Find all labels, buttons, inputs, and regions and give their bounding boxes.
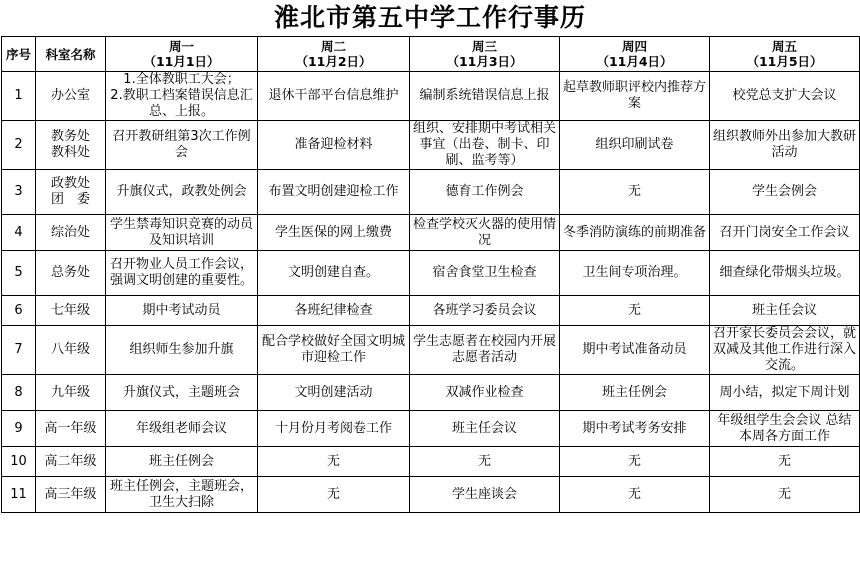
task-text: 召开家长委员会会议，就双减及其他工作进行深入交流。 bbox=[712, 326, 856, 373]
table-row bbox=[2, 215, 860, 251]
task-cell bbox=[106, 411, 258, 447]
task-cell bbox=[410, 375, 560, 411]
task-cell bbox=[560, 326, 710, 375]
task-cell bbox=[710, 72, 860, 121]
task-text: 无 bbox=[627, 453, 641, 469]
task-text: 卫生间专项治理。 bbox=[582, 265, 687, 280]
task-cell bbox=[106, 326, 258, 375]
task-cell bbox=[106, 170, 258, 215]
task-text: 班主任例会 bbox=[148, 453, 214, 469]
task-text: 期中考试动员 bbox=[142, 302, 221, 318]
task-cell bbox=[560, 251, 710, 296]
header-day-mon: 周一 （11月1日） bbox=[106, 37, 258, 72]
table-row bbox=[2, 411, 860, 447]
dept-name-line: 高一年级 bbox=[44, 420, 97, 436]
row-index: 6 bbox=[2, 296, 36, 326]
dept-name-line: 教务处 bbox=[50, 129, 90, 144]
page-title: 淮北市第五中学工作行事历 bbox=[273, 3, 586, 32]
task-text: 无 bbox=[477, 453, 491, 469]
task-cell bbox=[710, 411, 860, 447]
header-dept: 科室名称 bbox=[36, 37, 106, 72]
task-cell bbox=[710, 251, 860, 296]
table-row bbox=[2, 251, 860, 296]
task-cell bbox=[710, 447, 860, 477]
task-text: 班主任例会 bbox=[601, 384, 667, 400]
table-row bbox=[2, 375, 860, 411]
dept-name-line: 办公室 bbox=[50, 88, 90, 103]
task-text: 编制系统错误信息上报 bbox=[419, 88, 550, 103]
task-cell bbox=[258, 72, 410, 121]
task-text: 组织、安排期中考试相关事宜（出卷、制卡、印刷、监考等） bbox=[412, 121, 556, 168]
task-text: 学生志愿者在校园内开展志愿者活动 bbox=[412, 334, 556, 365]
dept-name-line: 政教处 bbox=[50, 176, 90, 191]
dept-name bbox=[36, 411, 106, 447]
task-text: 检查学校灭火器的使用情况 bbox=[412, 216, 556, 248]
task-cell bbox=[258, 170, 410, 215]
dept-name-line: 综治处 bbox=[50, 224, 90, 240]
task-text: 年级组老师会议 bbox=[135, 420, 227, 436]
task-cell bbox=[560, 296, 710, 326]
dept-name-line: 九年级 bbox=[50, 384, 90, 400]
task-cell bbox=[560, 411, 710, 447]
task-cell bbox=[106, 121, 258, 170]
task-text: 无 bbox=[627, 486, 641, 502]
task-text: 召开物业人员工作会议，强调文明创建的重要性。 bbox=[109, 257, 253, 288]
table-row bbox=[2, 326, 860, 375]
dept-name bbox=[36, 447, 106, 477]
header-day-thu: 周四 （11月4日） bbox=[560, 37, 710, 72]
dept-name bbox=[36, 296, 106, 326]
task-cell bbox=[710, 477, 860, 513]
task-cell bbox=[106, 72, 258, 121]
task-text: 周小结，拟定下周计划 bbox=[719, 384, 850, 400]
dept-name bbox=[36, 170, 106, 215]
task-text: 年级组学生会会议 总结本周各方面工作 bbox=[717, 412, 852, 444]
task-text: 学生禁毒知识竞赛的动员及知识培训 bbox=[109, 216, 253, 248]
dept-name-line: 教科处 bbox=[50, 145, 90, 160]
task-text: 无 bbox=[627, 184, 641, 199]
header-day-wed: 周三 （11月3日） bbox=[410, 37, 560, 72]
task-cell bbox=[560, 215, 710, 251]
task-text: 组织师生参加升旗 bbox=[129, 342, 234, 357]
task-text: 1.全体教职工大会； bbox=[123, 72, 240, 87]
table-row bbox=[2, 170, 860, 215]
dept-name-line: 高三年级 bbox=[44, 486, 97, 502]
task-cell bbox=[410, 170, 560, 215]
task-cell bbox=[710, 170, 860, 215]
schedule-body bbox=[2, 72, 860, 513]
dept-name-line: 高二年级 bbox=[44, 453, 97, 469]
task-text: 无 bbox=[777, 486, 791, 502]
dept-name-line: 总务处 bbox=[50, 265, 90, 280]
task-text: 十月份月考阅卷工作 bbox=[274, 420, 392, 436]
task-cell bbox=[258, 296, 410, 326]
dept-name bbox=[36, 72, 106, 121]
task-text: 召开教研组第3次工作例会 bbox=[112, 129, 251, 160]
task-cell bbox=[560, 375, 710, 411]
task-cell bbox=[710, 121, 860, 170]
row-index: 2 bbox=[2, 121, 36, 170]
dept-name bbox=[36, 251, 106, 296]
task-text: 无 bbox=[627, 302, 641, 318]
task-cell bbox=[258, 326, 410, 375]
task-cell bbox=[560, 170, 710, 215]
task-cell bbox=[560, 121, 710, 170]
task-text: 文明创建活动 bbox=[294, 384, 373, 400]
task-text: 班主任会议 bbox=[751, 302, 817, 318]
task-text: 细查绿化带烟头垃圾。 bbox=[719, 265, 850, 280]
task-cell bbox=[258, 215, 410, 251]
task-text: 升旗仪式，政教处例会 bbox=[116, 184, 247, 199]
task-text: 冬季消防演练的前期准备 bbox=[562, 224, 706, 240]
task-text: 无 bbox=[326, 486, 340, 502]
task-text: 学生会例会 bbox=[751, 184, 817, 199]
task-text: 组织印刷试卷 bbox=[595, 137, 674, 152]
task-cell bbox=[106, 447, 258, 477]
task-text: 无 bbox=[326, 453, 340, 469]
task-cell bbox=[710, 326, 860, 375]
task-cell bbox=[710, 296, 860, 326]
row-index: 10 bbox=[2, 447, 36, 477]
task-text: 学生医保的网上缴费 bbox=[274, 224, 392, 240]
row-index: 4 bbox=[2, 215, 36, 251]
header-index: 序号 bbox=[2, 37, 36, 72]
task-cell bbox=[560, 72, 710, 121]
task-cell bbox=[106, 251, 258, 296]
task-cell bbox=[410, 215, 560, 251]
row-index: 5 bbox=[2, 251, 36, 296]
header-day-fri: 周五 （11月5日） bbox=[710, 37, 860, 72]
task-text: 升旗仪式，主题班会 bbox=[122, 384, 240, 400]
task-cell bbox=[258, 477, 410, 513]
task-cell bbox=[710, 215, 860, 251]
table-row bbox=[2, 296, 860, 326]
table-row bbox=[2, 72, 860, 121]
task-cell bbox=[560, 477, 710, 513]
dept-name bbox=[36, 375, 106, 411]
task-text: 德育工作例会 bbox=[445, 184, 524, 199]
task-text: 班主任会议 bbox=[451, 420, 517, 436]
task-text: 双减作业检查 bbox=[445, 384, 524, 400]
table-row bbox=[2, 121, 860, 170]
task-cell bbox=[410, 296, 560, 326]
schedule-table bbox=[1, 36, 860, 513]
row-index: 1 bbox=[2, 72, 36, 121]
header-day-tue: 周二 （11月2日） bbox=[258, 37, 410, 72]
task-cell bbox=[410, 121, 560, 170]
table-row bbox=[2, 477, 860, 513]
task-text: 召开门岗安全工作会议 bbox=[719, 224, 850, 240]
task-cell bbox=[410, 251, 560, 296]
task-cell bbox=[258, 447, 410, 477]
task-cell bbox=[106, 477, 258, 513]
row-index: 3 bbox=[2, 170, 36, 215]
task-cell bbox=[258, 375, 410, 411]
task-cell bbox=[258, 411, 410, 447]
task-text: 退休干部平台信息维护 bbox=[268, 88, 399, 103]
task-cell bbox=[258, 251, 410, 296]
dept-name bbox=[36, 326, 106, 375]
task-text: 学生座谈会 bbox=[451, 486, 517, 502]
task-text: 期中考试考务安排 bbox=[582, 420, 687, 436]
header-row bbox=[2, 37, 860, 72]
task-cell bbox=[410, 477, 560, 513]
task-cell bbox=[410, 72, 560, 121]
task-text: 期中考试准备动员 bbox=[582, 342, 687, 357]
dept-name bbox=[36, 121, 106, 170]
row-index: 7 bbox=[2, 326, 36, 375]
dept-name bbox=[36, 477, 106, 513]
task-text: 2.教职工档案错误信息汇总、上报。 bbox=[110, 88, 253, 119]
task-cell bbox=[710, 375, 860, 411]
task-cell bbox=[106, 296, 258, 326]
task-cell bbox=[258, 121, 410, 170]
task-cell bbox=[410, 447, 560, 477]
row-index: 8 bbox=[2, 375, 36, 411]
task-text: 文明创建自查。 bbox=[287, 265, 379, 280]
task-text: 校党总支扩大会议 bbox=[732, 88, 837, 103]
task-text: 宿舍食堂卫生检查 bbox=[432, 265, 537, 280]
task-text: 布置文明创建迎检工作 bbox=[268, 184, 399, 199]
task-cell bbox=[106, 215, 258, 251]
task-text: 各班学习委员会议 bbox=[432, 302, 537, 318]
dept-name bbox=[36, 215, 106, 251]
table-row bbox=[2, 447, 860, 477]
task-text: 组织教师外出参加大教研活动 bbox=[712, 129, 856, 160]
task-text: 无 bbox=[777, 453, 791, 469]
task-text: 班主任例会，主题班会，卫生大扫除 bbox=[109, 478, 253, 510]
dept-name-line: 团 委 bbox=[50, 192, 90, 207]
task-cell bbox=[560, 447, 710, 477]
dept-name-line: 七年级 bbox=[50, 302, 90, 318]
dept-name-line: 八年级 bbox=[50, 342, 90, 357]
task-cell bbox=[410, 411, 560, 447]
row-index: 9 bbox=[2, 411, 36, 447]
task-text: 各班纪律检查 bbox=[294, 302, 373, 318]
task-text: 起草教师职评校内推荐方案 bbox=[562, 80, 706, 111]
row-index: 11 bbox=[2, 477, 36, 513]
task-text: 准备迎检材料 bbox=[294, 137, 373, 152]
task-text: 配合学校做好全国文明城市迎检工作 bbox=[261, 334, 405, 365]
task-cell bbox=[410, 326, 560, 375]
task-cell bbox=[106, 375, 258, 411]
